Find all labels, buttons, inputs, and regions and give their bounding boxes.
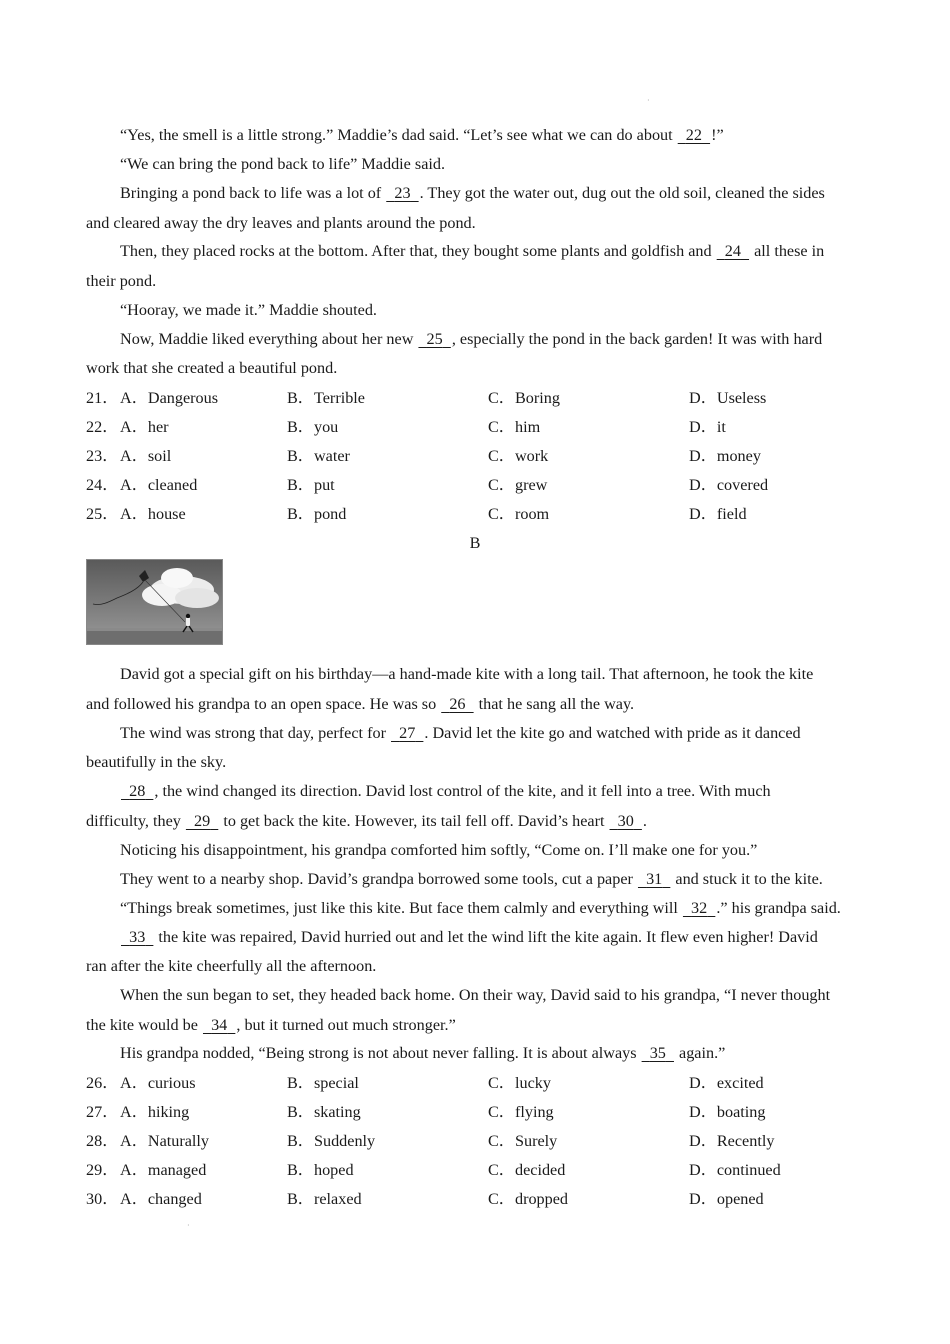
option-c: C．decided (488, 1161, 566, 1179)
option-row: 23． A．soil B．water C．work D．money (86, 447, 761, 465)
option-c: C．room (488, 505, 550, 523)
option-row: 28． A．Naturally B．Suddenly C．Surely D．Recently (86, 1132, 775, 1150)
option-a: A．Naturally (120, 1132, 210, 1150)
blank-34: 34 (211, 1016, 228, 1034)
paragraph-line: and cleared away the dry leaves and plants around the pond. (86, 214, 476, 232)
paragraph-line: Then, they placed rocks at the bottom. After that, they bought some plants and goldfish and 24 all these in (120, 242, 825, 260)
paragraph-line: work that she created a beautiful pond. (86, 359, 338, 377)
paragraph-line: Now, Maddie liked everything about her new 25 , especially the pond in the back garden! It was with hard (120, 330, 823, 348)
blank-23: 23 (394, 184, 411, 202)
paragraph-line: difficulty, they 29 to get back the kite. However, its tail fell off. David’s heart 30 . (86, 812, 647, 830)
option-d: D．Useless (689, 389, 767, 407)
option-c: C．lucky (488, 1074, 551, 1092)
option-d: D．Recently (689, 1132, 775, 1150)
option-a: A．changed (120, 1190, 202, 1208)
option-b: B．water (287, 447, 350, 465)
option-d: D．money (689, 447, 761, 465)
blank-28: 28 (129, 782, 146, 800)
paragraph-line: When the sun began to set, they headed back home. On their way, David said to his grandpa, “I never thought (120, 986, 831, 1004)
option-d: D．field (689, 505, 747, 523)
option-d: D．opened (689, 1190, 764, 1208)
option-d: D．excited (689, 1074, 764, 1092)
option-b: B．hoped (287, 1161, 354, 1179)
option-row: 27． A．hiking B．skating C．flying D．boating (86, 1103, 766, 1121)
option-d: D．it (689, 418, 726, 436)
blank-32: 32 (691, 899, 708, 917)
option-d: D．continued (689, 1161, 781, 1179)
option-b: B．pond (287, 505, 347, 523)
paragraph-line: They went to a nearby shop. David’s grandpa borrowed some tools, cut a paper 31 and stuck it to the kite. (120, 870, 823, 888)
option-a: A．house (120, 505, 186, 523)
option-c: C．Surely (488, 1132, 558, 1150)
option-d: D．boating (689, 1103, 766, 1121)
option-a: A．cleaned (120, 476, 198, 494)
paragraph-line: 28 , the wind changed its direction. David lost control of the kite, and it fell into a tree. With much (120, 781, 771, 801)
option-c: C．work (488, 447, 549, 465)
option-a: A．hiking (120, 1103, 190, 1121)
paragraph-line: “Yes, the smell is a little strong.” Maddie’s dad said. “Let’s see what we can do about 22 !” (120, 126, 724, 144)
paragraph-line: His grandpa nodded, “Being strong is not about never falling. It is about always 35 again.” (120, 1044, 726, 1062)
blank-27: 27 (399, 724, 416, 742)
option-row: 30． A．changed B．relaxed C．dropped D．opened (86, 1190, 764, 1208)
paragraph-line: The wind was strong that day, perfect for 27 . David let the kite go and watched with pride as it danced (120, 724, 801, 742)
kite-photo (86, 559, 223, 645)
blank-29: 29 (194, 812, 211, 830)
option-b: B．relaxed (287, 1190, 362, 1208)
option-row: 21． A．Dangerous B．Terrible C．Boring D．Useless (86, 389, 767, 407)
option-c: C．dropped (488, 1190, 569, 1208)
section-title: B (469, 534, 481, 552)
paragraph-line: their pond. (86, 272, 157, 290)
paragraph-line: the kite would be 34 , but it turned out much stronger.” (86, 1016, 456, 1034)
scan-dot: · (647, 96, 650, 105)
option-a: A．managed (120, 1161, 207, 1179)
paragraph-line: David got a special gift on his birthday—a hand-made kite with a long tail. That afternoon, he took the kite (120, 665, 814, 683)
option-b: B．skating (287, 1103, 361, 1121)
option-a: A．Dangerous (120, 389, 219, 407)
option-c: C．flying (488, 1103, 554, 1121)
option-b: B．special (287, 1074, 359, 1092)
paragraph-line: “Hooray, we made it.” Maddie shouted. (120, 301, 377, 319)
blank-33: 33 (129, 928, 146, 946)
blank-35: 35 (649, 1044, 666, 1062)
option-c: C．Boring (488, 389, 560, 407)
option-a: A．curious (120, 1074, 196, 1092)
option-row: 29． A．managed B．hoped C．decided D．continued (86, 1161, 781, 1179)
option-b: B．Terrible (287, 389, 365, 407)
option-b: B．Suddenly (287, 1132, 376, 1150)
scan-dot: · (187, 1221, 190, 1230)
option-b: B．put (287, 476, 335, 494)
paragraph-line: Noticing his disappointment, his grandpa comforted him softly, “Come on. I’ll make one for you.” (120, 841, 758, 859)
paragraph-line: “We can bring the pond back to life” Maddie said. (120, 155, 446, 173)
option-b: B．you (287, 418, 339, 436)
paragraph-line: 33 the kite was repaired, David hurried out and let the wind lift the kite again. It flew even higher! David (120, 927, 818, 947)
option-row: 24． A．cleaned B．put C．grew D．covered (86, 476, 769, 494)
blank-25: 25 (426, 330, 443, 348)
option-row: 22． A．her B．you C．him D．it (86, 418, 726, 436)
paragraph-line: Bringing a pond back to life was a lot of 23 . They got the water out, dug out the old soil, cleaned the sides (120, 184, 825, 202)
paragraph-line: “Things break sometimes, just like this kite. But face them calmly and everything will 32 .” his grandpa said. (120, 899, 841, 917)
option-a: A．soil (120, 447, 172, 465)
option-d: D．covered (689, 476, 769, 494)
option-a: A．her (120, 418, 169, 436)
blank-30: 30 (617, 812, 634, 830)
paragraph-line: ran after the kite cheerfully all the afternoon. (86, 957, 377, 975)
blank-22: 22 (685, 126, 702, 144)
option-row: 26． A．curious B．special C．lucky D．excited (86, 1074, 764, 1092)
paragraph-line: beautifully in the sky. (86, 753, 227, 771)
blank-24: 24 (724, 242, 741, 260)
blank-31: 31 (646, 870, 663, 888)
option-c: C．grew (488, 476, 548, 494)
option-c: C．him (488, 418, 541, 436)
paragraph-line: and followed his grandpa to an open space. He was so 26 that he sang all the way. (86, 695, 635, 713)
blank-26: 26 (449, 695, 466, 713)
option-row: 25． A．house B．pond C．room D．field (86, 505, 747, 523)
